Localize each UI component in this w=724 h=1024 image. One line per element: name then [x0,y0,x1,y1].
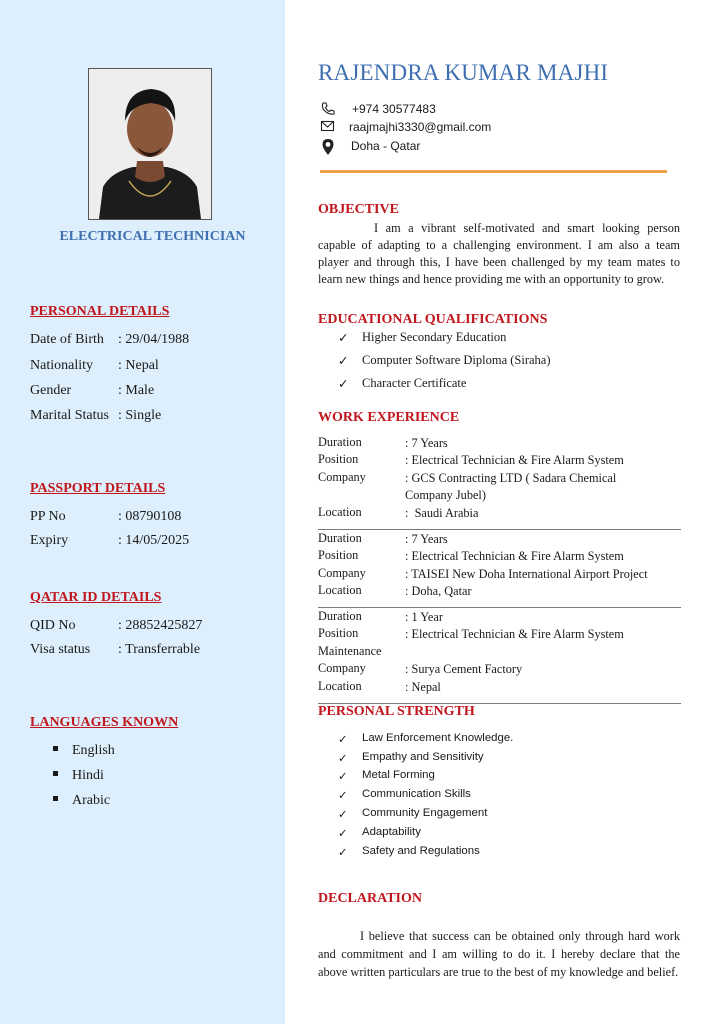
objective-text: I am a vibrant self-motivated and smart looking person capable of adapting to a challenging environment. I am also a team player and through this, I have been challenged by my team mates to learn new things and hence providing me with an opportunity to grow. [318,221,680,286]
strength-label: Adaptability [362,826,421,838]
phone-icon [320,101,336,117]
duration-value: : 7 Years [405,532,448,546]
expiry-value: : 14/05/2025 [118,533,190,548]
strength-label: Safety and Regulations [362,845,480,857]
dob-label: Date of Birth [30,332,104,347]
declaration-text: I believe that success can be obtained only through hard work and commitment and I am willing to do it. I hereby declare that the above written particulars are true to the best of my knowledge and belief. [318,929,680,979]
bullet-icon [53,746,58,751]
location-pin-icon [320,138,336,156]
marital-row [30,408,161,424]
language-item [53,768,104,784]
job-divider [318,607,681,608]
visa-label: Visa status [30,642,91,657]
pp-no-value: : 08790108 [118,509,182,524]
duration-value: : 1 Year [405,610,443,624]
company-value: : TAISEI New Doha International Airport Project [405,567,648,581]
position-label: Position [318,452,359,466]
mail-icon [320,119,336,133]
check-icon: ✓ [338,771,348,783]
job-title: ELECTRICAL TECHNICIAN [59,229,246,244]
strength-heading: PERSONAL STRENGTH [318,704,475,719]
nationality-row [30,358,159,374]
maintenance-label: Maintenance [318,644,382,658]
check-icon: ✓ [338,753,348,765]
dob-value: : 29/04/1988 [118,332,190,347]
bullet-icon [53,771,58,776]
company-value: : GCS Contracting LTD ( Sadara Chemical Company Jubel) [405,471,617,502]
check-icon: ✓ [338,809,348,821]
job-divider [318,529,681,530]
phone-text: +974 30577483 [352,102,436,116]
education-label: Character Certificate [362,376,467,390]
expiry-row [30,533,189,549]
pp-no-label: PP No [30,509,66,524]
passport-details-heading: PASSPORT DETAILS [30,481,166,496]
marital-value: : Single [118,408,162,423]
strength-label: Metal Forming [362,769,435,781]
check-icon: ✓ [338,377,349,391]
duration-value: : 7 Years [405,436,448,450]
gender-value: : Male [118,383,155,398]
location-text: Doha - Qatar [351,139,421,153]
header-divider [320,170,667,173]
language-label: Arabic [72,793,111,808]
check-icon: ✓ [338,734,348,746]
education-label: Higher Secondary Education [362,330,507,344]
check-icon: ✓ [338,331,349,345]
language-item [53,743,115,759]
language-label: Hindi [72,768,104,783]
language-label: English [72,743,115,758]
duration-label: Duration [318,435,362,449]
visa-row [30,642,200,658]
marital-label: Marital Status [30,408,109,423]
check-icon: ✓ [338,790,348,802]
duration-label: Duration [318,609,362,623]
personal-details-heading: PERSONAL DETAILS [30,304,170,319]
location-label: Location [318,679,362,693]
languages-heading: LANGUAGES KNOWN [30,715,179,730]
work-heading: WORK EXPERIENCE [318,410,460,425]
strength-label: Communication Skills [362,788,471,800]
company-label: Company [318,470,366,484]
qid-value: : 28852425827 [118,618,203,633]
company-label: Company [318,566,366,580]
location-label: Location [318,505,362,519]
position-value: : Electrical Technician & Fire Alarm System [405,549,624,563]
nationality-value: : Nepal [118,358,159,373]
qid-row [30,618,202,634]
declaration-heading: DECLARATION [318,891,422,906]
check-icon: ✓ [338,354,349,368]
language-item [53,793,110,809]
strength-label: Law Enforcement Knowledge. [362,732,514,744]
objective-heading: OBJECTIVE [318,202,399,217]
expiry-label: Expiry [30,533,69,548]
email-text: raajmajhi3330@gmail.com [349,120,492,134]
location-value: : Doha, Qatar [405,584,472,598]
gender-row [30,383,154,399]
check-icon: ✓ [338,828,348,840]
qid-label: QID No [30,618,76,633]
bullet-icon [53,796,58,801]
profile-photo [88,68,212,220]
candidate-name: RAJENDRA KUMAR MAJHI [318,60,609,85]
position-value: : Electrical Technician & Fire Alarm System [405,627,624,641]
visa-value: : Transferrable [118,642,201,657]
company-value: : Surya Cement Factory [405,662,523,676]
location-label: Location [318,583,362,597]
strength-label: Community Engagement [362,807,488,819]
education-label: Computer Software Diploma (Siraha) [362,353,551,367]
gender-label: Gender [30,383,72,398]
location-value: : Nepal [405,680,441,694]
strength-label: Empathy and Sensitivity [362,751,484,763]
position-value: : Electrical Technician & Fire Alarm System [405,453,624,467]
nationality-label: Nationality [30,358,93,373]
position-label: Position [318,626,359,640]
qatar-id-heading: QATAR ID DETAILS [30,590,162,605]
duration-label: Duration [318,531,362,545]
check-icon: ✓ [338,847,348,859]
dob-row [30,332,189,348]
education-heading: EDUCATIONAL QUALIFICATIONS [318,312,548,327]
company-label: Company [318,661,366,675]
position-label: Position [318,548,359,562]
location-value: : Saudi Arabia [405,506,479,520]
pp-no-row [30,509,181,525]
